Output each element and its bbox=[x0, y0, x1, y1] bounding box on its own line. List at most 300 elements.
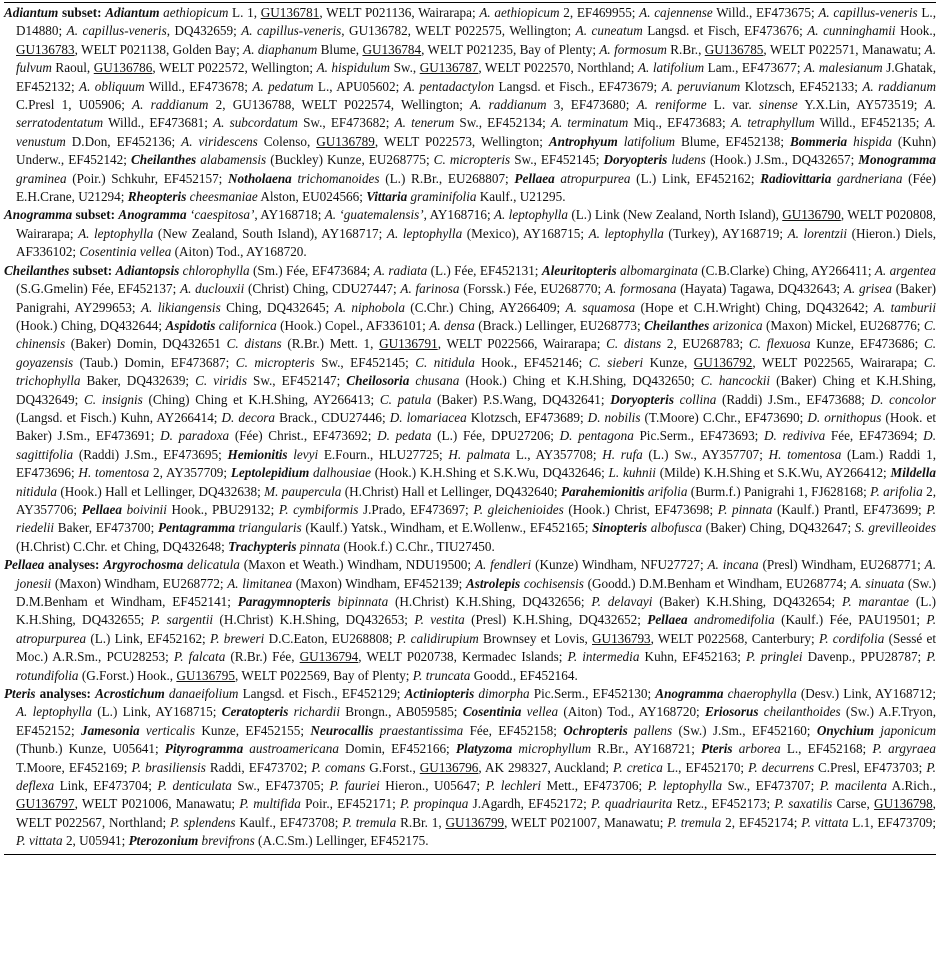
entry-text-run: D. lomariacea bbox=[389, 409, 467, 425]
entry-text-run: (Forssk.) Fée, EU268770; bbox=[459, 281, 605, 297]
entry-text-run: (New Zealand, South Island), AY168717; bbox=[153, 225, 387, 241]
entry-text-run: Ching, DQ432645; bbox=[220, 299, 335, 315]
entry-text-run: A. grisea bbox=[843, 281, 892, 297]
entry-text-run: (Hook.) J.Sm., DQ432657; bbox=[705, 152, 859, 168]
entry-text-run: (C.B.Clarke) Ching, AY266411; bbox=[697, 262, 875, 278]
entry-text-run: P. truncata bbox=[412, 667, 471, 683]
entry-text-run: pinnata bbox=[296, 538, 341, 554]
entry-text-run: P. leptophylla bbox=[647, 778, 723, 794]
entry-text-run: Langsd. et Fisch., EF473679; bbox=[494, 78, 662, 94]
entry-text-run: (Sm.) Fée, EF473684; bbox=[249, 262, 374, 278]
entry-text-run: L. var. bbox=[706, 97, 759, 113]
entry-text-run: (Turkey), AY168719; bbox=[663, 225, 788, 241]
entry-text-run: A. cunninghamii bbox=[807, 23, 896, 39]
entry-text-run: brevifrons bbox=[198, 833, 255, 849]
entry-text-run: Miq., EF473683; bbox=[628, 115, 731, 131]
entry-text-run: (Hook.) K.H.Shing et S.K.Wu, DQ432646; bbox=[370, 465, 609, 481]
entry-text-run: Kunze, EF452155; bbox=[195, 722, 311, 738]
entry-text-run: P. lechleri bbox=[485, 778, 542, 794]
entry-text-run: Leptolepidium bbox=[230, 465, 310, 481]
entry-text-run: (R.Br.) Mett. 1, bbox=[281, 336, 380, 352]
entry-text-run: P. argyraea bbox=[872, 741, 936, 757]
entry-text-run: Anogramma bbox=[655, 686, 724, 702]
entry-text-run: Fée, EF473694; bbox=[825, 428, 924, 444]
entry-text-run: D.Don, EF452136; bbox=[65, 133, 182, 149]
entry-text-run: , WELT P022571, Manawatu; bbox=[763, 41, 925, 57]
entry-text-run: Willd., EF473678; bbox=[144, 78, 253, 94]
entry-text-run: P. marantae bbox=[842, 594, 910, 609]
entry-text-run: boivinii bbox=[121, 501, 167, 517]
entry-text-run: H. tomentosa bbox=[78, 465, 150, 481]
entry-text-run: collina bbox=[673, 391, 717, 407]
entry-text-run: P. cymbiformis bbox=[278, 501, 359, 517]
entry-text-run: chaerophylla bbox=[723, 686, 797, 702]
entry-text-run: P. sargentii bbox=[150, 612, 214, 628]
entry-text-run: arifolia bbox=[644, 483, 688, 499]
entry-text-run: A. jonesii bbox=[16, 557, 937, 591]
entry-text-run: D. paradoxa bbox=[160, 428, 230, 444]
entry-text-run: (Langsd. et Fisch.) Kuhn, AY266414; bbox=[16, 409, 222, 425]
entry-text-run: C. patula bbox=[379, 391, 432, 407]
entry-text-run: dalhousiae bbox=[309, 465, 371, 481]
entry-text-run: Actiniopteris bbox=[404, 686, 475, 702]
entry-text-run: 2, GU136788, WELT P022574, Wellington; bbox=[208, 97, 471, 113]
entry-text-run: Pterozonium bbox=[128, 833, 199, 849]
entry-text-run: Kaulf., EF473708; bbox=[235, 814, 343, 830]
entry-text-run: Pteris bbox=[4, 686, 36, 702]
entry-text-run: P. comans bbox=[311, 759, 366, 775]
entry-text-run: Aspidotis bbox=[165, 317, 216, 333]
entry-text-run: Raoul, bbox=[51, 60, 94, 76]
entry-text-run: C.Presl, EF473703; bbox=[813, 759, 927, 775]
entry-text-run: L., D14880; bbox=[16, 5, 936, 39]
entry-text-run: cheesmaniae bbox=[186, 189, 258, 205]
genbank-accession: GU136798 bbox=[874, 796, 933, 812]
genbank-accession: GU136792 bbox=[693, 354, 753, 370]
entry-text-run: Radiovittaria bbox=[760, 170, 832, 186]
genbank-accession: GU136789 bbox=[316, 133, 375, 149]
entry-text-run: (L.) Link, EF452162; bbox=[86, 630, 210, 646]
entry-text-run: T.Moore, EF452169; bbox=[16, 759, 132, 775]
entry-text-run: Acrostichum bbox=[95, 686, 165, 702]
entry-text-run: Sw., EF452145; bbox=[510, 152, 604, 168]
entry-text-run: Blume, bbox=[317, 41, 363, 57]
entry-text-run: (Kaulf.) Fée, PAU19501; bbox=[774, 612, 927, 628]
entry-text-run: Pellaea bbox=[647, 612, 688, 628]
entry-text-run: (T.Moore) C.Chr., EF473690; bbox=[640, 409, 808, 425]
entry-text-run: P. atropurpurea bbox=[16, 612, 937, 646]
entry-text-run: Alston, EU024566; bbox=[257, 189, 367, 205]
entry-text-run: austroamericana bbox=[243, 741, 339, 757]
entry-text-run: Kunze, bbox=[643, 354, 694, 370]
entry-text-run: Mildella bbox=[890, 465, 936, 481]
entry-text-run: Notholaena bbox=[228, 170, 292, 186]
entry-list bbox=[4, 4, 936, 851]
entry-text-run: (Baker) Domin, DQ432651 bbox=[65, 336, 227, 352]
entry-text-run: Sw., EF452145; bbox=[314, 354, 416, 370]
entry-text-run: (Taub.) Domin, EF473687; bbox=[73, 354, 236, 370]
entry-text-run: andromedifolia bbox=[687, 612, 775, 628]
entry-text-run: A. leptophylla bbox=[16, 704, 92, 720]
entry-text-run: (Presl) K.H.Shing, DQ432652; bbox=[464, 612, 648, 628]
entry-text-run: A. serratodentatum bbox=[16, 97, 937, 131]
entry-text-run: D. concolor bbox=[870, 391, 937, 407]
entry-text-run: aethiopicum bbox=[159, 5, 229, 20]
entry-text-run: dimorpha bbox=[474, 686, 530, 702]
entry-text-run: Carse, bbox=[832, 796, 875, 812]
bottom-rule bbox=[4, 854, 936, 855]
entry-text-run: P. vestita bbox=[414, 612, 465, 628]
entry-text-run: 2, EF469955; bbox=[559, 5, 640, 20]
entry-text-run: (Kunze) Windham, NFU27727; bbox=[531, 557, 708, 573]
entry-text-run: A. leptophylla bbox=[493, 207, 569, 223]
entry-text-run: 2, AY357706; bbox=[16, 483, 936, 517]
entry-text-run: A. argentea bbox=[874, 262, 936, 278]
entry-text-run: P. gleichenioides bbox=[473, 501, 564, 517]
entry-text-run: , WELT P021006, Manawatu; bbox=[74, 796, 240, 812]
entry-text-run: vellea bbox=[521, 704, 559, 720]
entry-text-run: A. reniforme bbox=[636, 97, 707, 113]
entry-text-run: P. tremula bbox=[342, 814, 397, 830]
entry-text-run: A. lorentzii bbox=[787, 225, 848, 241]
entry-text-run: P. cretica bbox=[613, 759, 663, 775]
entry-text-run: (L.) Link, EF452162; bbox=[630, 170, 761, 186]
entry-text-run: J.Agardh, EF452172; bbox=[468, 796, 591, 812]
entry-text-run: D. pentagona bbox=[559, 428, 634, 444]
entry-text-run: Cheilanthes bbox=[644, 317, 710, 333]
genbank-accession: GU136784 bbox=[362, 41, 422, 57]
entry-text-run: C. hancockii bbox=[700, 373, 771, 389]
entry-text-run: C.Presl 1, U05906; bbox=[16, 97, 133, 113]
entry-text-run: Brownsey et Lovis, bbox=[478, 630, 593, 646]
entry-text-run: Pic.Serm., EF473693; bbox=[633, 428, 765, 444]
entry-text-run: (Aiton) Tod., AY168720. bbox=[171, 244, 307, 260]
entry-text-run: , WELT P020808, Wairarapa; bbox=[16, 207, 936, 241]
entry-text-run: Sw., EF452134; bbox=[454, 115, 551, 131]
entry-text-run: , AK 298327, Auckland; bbox=[478, 759, 614, 775]
entry-text-run: pallens bbox=[627, 722, 673, 738]
entry-text-run: Jamesonia bbox=[80, 722, 140, 738]
entry-text-run: Doryopteris bbox=[610, 391, 674, 407]
entry-text-run: graminifolia bbox=[407, 189, 477, 205]
entry-text-run: microphyllum bbox=[512, 741, 592, 757]
entry-text-run: richardii bbox=[288, 704, 340, 720]
entry-text-run: P. deflexa bbox=[16, 759, 936, 794]
entry-text-run: (Hook.) Copel., AF336101; bbox=[276, 317, 430, 333]
entry-text-run: Sw., EF473707; bbox=[722, 778, 820, 794]
genbank-accession: GU136796 bbox=[419, 759, 479, 775]
entry-text-run: (Baker) Ching et K.H.Shing, DQ432649; bbox=[16, 373, 937, 407]
entry-text-run: Adiantum bbox=[105, 5, 160, 20]
entry-text-run: Anogramma bbox=[4, 207, 73, 223]
entry-text-run: 2, EU268783; bbox=[661, 336, 749, 352]
entry-text-run: (Poir.) Schkuhr, EF452157; bbox=[66, 170, 229, 186]
entry-text-run: , WELT P021007, Manawatu; bbox=[504, 814, 668, 830]
entry-text-run: , WELT P022573, Wellington; bbox=[374, 133, 549, 149]
entry-text-run: E.Fourn., HLU27725; bbox=[318, 446, 449, 462]
genbank-accession: GU136785 bbox=[704, 41, 764, 57]
entry-text-run: ludens bbox=[667, 152, 706, 168]
entry-text-run: arizonica bbox=[709, 317, 763, 333]
entry-text-run: japonicum bbox=[873, 722, 936, 738]
entry-text-run: P. brasiliensis bbox=[131, 759, 206, 775]
entry-text-run: , WELT P021235, Bay of Plenty; bbox=[421, 41, 600, 57]
entry-pteris-analyses bbox=[4, 685, 936, 851]
entry-text-run: Antrophyum bbox=[548, 133, 618, 149]
entry-text-run: A. aethiopicum bbox=[479, 5, 560, 20]
entry-text-run: (L.) Link (New Zealand, North Island), bbox=[568, 207, 783, 223]
entry-text-run: Pityrogramma bbox=[164, 741, 244, 757]
entry-text-run: Neurocallis bbox=[310, 722, 374, 738]
entry-text-run: C. flexuosa bbox=[748, 336, 811, 352]
entry-text-run: L.1, EF473709; bbox=[848, 814, 936, 830]
genbank-accession: GU136783 bbox=[16, 41, 75, 57]
entry-text-run: A. limitanea bbox=[227, 575, 293, 591]
entry-text-run: A. raddianum bbox=[132, 97, 209, 113]
entry-text-run: Willd., EF452135; bbox=[814, 115, 925, 131]
entry-text-run: (Baker) K.H.Shing, DQ432654; bbox=[652, 594, 843, 609]
entry-text-run: Doryopteris bbox=[603, 152, 668, 168]
entry-text-run: A. farinosa bbox=[400, 281, 460, 297]
entry-text-run: , WELT P021138, Golden Bay; bbox=[74, 41, 244, 57]
entry-text-run: A. tetraphyllum bbox=[730, 115, 815, 131]
entry-text-run: P. denticulata bbox=[157, 778, 232, 794]
entry-pellaea-analyses bbox=[4, 556, 936, 685]
entry-text-run: Hook., EF452146; bbox=[474, 354, 589, 370]
entry-text-run: Colenso, bbox=[257, 133, 317, 149]
entry-text-run: albofusca bbox=[647, 520, 702, 536]
entry-text-run: graminea bbox=[16, 170, 67, 186]
entry-text-run: Retz., EF452173; bbox=[672, 796, 775, 812]
entry-text-run: hispida bbox=[847, 133, 892, 149]
entry-text-run: A. venustum bbox=[16, 115, 936, 149]
entry-text-run: A. densa bbox=[429, 317, 475, 333]
entry-text-run: P. riedelii bbox=[16, 501, 936, 536]
entry-text-run: C. viridis bbox=[195, 373, 247, 389]
genbank-accession: GU136795 bbox=[176, 667, 235, 683]
entry-text-run: , AY168716; bbox=[423, 207, 494, 223]
entry-text-run: Sw., EF452147; bbox=[246, 373, 347, 389]
genbank-accession: GU136791 bbox=[379, 336, 438, 352]
entry-text-run: A. incana bbox=[707, 557, 759, 573]
entry-text-run: (Maxon) Mickel, EU268776; bbox=[762, 317, 924, 333]
entry-text-run: L., APU05602; bbox=[313, 78, 404, 94]
entry-text-run: (Christ) Ching, CDU27447; bbox=[244, 281, 401, 297]
entry-text-run: P. intermedia bbox=[567, 649, 640, 665]
entry-text-run: ‘caespitosa’ bbox=[186, 207, 255, 223]
entry-text-run: Anogramma bbox=[118, 207, 187, 223]
entry-text-run: (Mexico), AY168715; bbox=[462, 225, 589, 241]
entry-text-run: A. formosum bbox=[599, 41, 667, 57]
entry-text-run: (Baker) P.S.Wang, DQ432641; bbox=[431, 391, 611, 407]
entry-text-run: D.C.Eaton, EU268808; bbox=[264, 630, 397, 646]
entry-text-run: (H.Christ) Hall et Lellinger, DQ432640; bbox=[341, 483, 561, 499]
entry-text-run: (Brack.) Lellinger, EU268773; bbox=[474, 317, 645, 333]
entry-text-run: Goodd., EF452164. bbox=[470, 667, 578, 683]
entry-text-run: Pellaea bbox=[4, 557, 45, 573]
entry-text-run: latifolium bbox=[617, 133, 676, 149]
entry-text-run: P. vittata bbox=[801, 814, 849, 830]
entry-cheilanthes-subset bbox=[4, 262, 936, 557]
entry-text-run: (Burm.f.) Panigrahi 1, FJ628168; bbox=[687, 483, 871, 499]
entry-text-run: P. decurrens bbox=[748, 759, 814, 775]
entry-text-run: atropurpurea bbox=[554, 170, 631, 186]
entry-text-run: (Aiton) Tod., AY168720; bbox=[558, 704, 705, 720]
entry-text-run: A. peruvianum bbox=[661, 78, 741, 94]
entry-text-run: bipinnata bbox=[330, 594, 389, 609]
entry-text-run: Vittaria bbox=[366, 189, 408, 205]
entry-text-run: (H.Christ) C.Chr. et Ching, DQ432648; bbox=[16, 538, 229, 554]
entry-text-run: P. multifida bbox=[239, 796, 301, 812]
entry-text-run: A. leptophylla bbox=[386, 225, 463, 241]
entry-text-run: (Baker) Panigrahi, AY299653; bbox=[16, 281, 936, 315]
entry-text-run: L. 1, bbox=[228, 5, 261, 20]
entry-text-run: C. distans bbox=[226, 336, 282, 352]
entry-text-run: Brack., CDU27446; bbox=[275, 409, 390, 425]
entry-text-run: (Hook.f.) C.Chr., TIU27450. bbox=[340, 538, 495, 554]
entry-text-run: Willd., EF473681; bbox=[103, 115, 214, 131]
entry-text-run: P. breweri bbox=[209, 630, 265, 646]
entry-text-run: P. rotundifolia bbox=[16, 649, 936, 683]
entry-text-run: (L.) Fée, DPU27206; bbox=[431, 428, 560, 444]
entry-text-run: L., AY357708; bbox=[510, 446, 603, 462]
entry-text-run: Hieron., U05647; bbox=[379, 778, 486, 794]
entry-text-run: P. fauriei bbox=[329, 778, 380, 794]
entry-text-run: D. decora bbox=[221, 409, 276, 425]
entry-text-run: Astrolepis bbox=[465, 575, 521, 591]
entry-text-run: (Raddi) J.Sm., EF473695; bbox=[73, 446, 228, 462]
entry-text-run: Y.X.Lin, AY573519; bbox=[797, 97, 925, 113]
entry-text-run: Sw., EF473682; bbox=[297, 115, 395, 131]
entry-text-run: cheilanthoides bbox=[758, 704, 841, 720]
entry-text-run: P. saxatilis bbox=[774, 796, 833, 812]
entry-text-run: Mett., EF473706; bbox=[541, 778, 648, 794]
genbank-accession: GU136799 bbox=[445, 814, 505, 830]
entry-text-run: (Goodd.) D.M.Benham et Windham, EU268774; bbox=[583, 575, 851, 591]
genbank-accession: GU136793 bbox=[592, 630, 651, 646]
entry-text-run: (L.) Link, AY168715; bbox=[91, 704, 222, 720]
entry-text-run: (Sessé et Moc.) A.R.Sm., PCU28253; bbox=[16, 630, 936, 665]
entry-text-run: Argyrochosma bbox=[103, 557, 184, 573]
entry-text-run: P. arifolia bbox=[870, 483, 923, 499]
entry-text-run: Sw., EF473705; bbox=[231, 778, 330, 794]
entry-text-run: H. rufa bbox=[602, 446, 643, 462]
entry-text-run: A. capillus-veneris bbox=[66, 23, 167, 39]
entry-text-run: Eriosorus bbox=[704, 704, 759, 720]
entry-text-run: J.Ghatak, EF452132; bbox=[16, 60, 936, 94]
entry-text-run: (Hope et C.H.Wright) Ching, DQ432642; bbox=[635, 299, 874, 315]
entry-text-run: Klotzsch, EF452133; bbox=[740, 78, 863, 94]
entry-anogramma-subset bbox=[4, 206, 936, 261]
entry-text-run: (H.Christ) K.H.Shing, DQ432656; bbox=[388, 594, 592, 609]
entry-text-run: sinense bbox=[758, 97, 798, 113]
entry-text-run: A. ‘guatemalensis’ bbox=[324, 207, 424, 223]
entry-adiantum-subset bbox=[4, 4, 936, 206]
entry-text-run: (Hook.) Hall et Lellinger, DQ432638; bbox=[57, 483, 265, 499]
entry-text-run: , WELT P022567, Northland; bbox=[16, 796, 936, 830]
entry-text-run: Adiantopsis bbox=[115, 262, 180, 278]
entry-text-run: Lam., EF473677; bbox=[704, 60, 805, 76]
entry-text-run: (Hook.) Christ, EF473698; bbox=[563, 501, 718, 517]
entry-text-run: 2, EF452174; bbox=[721, 814, 802, 830]
entry-text-run: P. quadriaurita bbox=[590, 796, 673, 812]
entry-text-run: A. sinuata bbox=[850, 575, 905, 591]
entry-text-run: triangularis bbox=[234, 520, 302, 536]
entry-text-run: analyses: bbox=[35, 686, 96, 702]
entry-text-run: , WELT P021136, Wairarapa; bbox=[319, 5, 480, 20]
entry-text-run: (Maxon) Windham, EF452139; bbox=[292, 575, 466, 591]
entry-text-run: C. sieberi bbox=[588, 354, 644, 370]
entry-text-run: A. leptophylla bbox=[78, 225, 154, 241]
entry-text-run: Cheilosoria bbox=[346, 373, 410, 389]
entry-text-run: Link, EF473704; bbox=[54, 778, 158, 794]
entry-text-run: albomarginata bbox=[616, 262, 698, 278]
entry-text-run: R.Br., bbox=[666, 41, 705, 57]
entry-text-run: Pellaea bbox=[514, 170, 555, 186]
entry-text-run: P. calidirupium bbox=[396, 630, 479, 646]
entry-text-run: (Lam.) Raddi 1, EF473696; bbox=[16, 446, 937, 481]
entry-text-run: P. splendens bbox=[170, 814, 236, 830]
entry-text-run: A. viridescens bbox=[181, 133, 258, 149]
entry-text-run: Trachypteris bbox=[228, 538, 297, 554]
entry-text-run: Brongn., AB059585; bbox=[339, 704, 463, 720]
entry-text-run: C. goyazensis bbox=[16, 336, 937, 370]
entry-text-run: Onychium bbox=[816, 722, 874, 738]
entry-text-run: 2, U05941; bbox=[62, 833, 129, 849]
entry-text-run: Ceratopteris bbox=[221, 704, 289, 720]
entry-text-run: C. chinensis bbox=[16, 317, 937, 352]
entry-text-run: A. squamosa bbox=[565, 299, 636, 315]
entry-text-run: (C.Chr.) Ching, AY266409; bbox=[404, 299, 566, 315]
entry-text-run: Pentagramma bbox=[158, 520, 235, 536]
entry-text-run: A. formosana bbox=[604, 281, 677, 297]
entry-text-run: D. ornithopus bbox=[807, 409, 882, 425]
entry-text-run: (Raddi) J.Sm., EF473688; bbox=[716, 391, 871, 407]
entry-text-run: Pic.Serm., EF452130; bbox=[529, 686, 656, 702]
entry-text-run: Raddi, EF473702; bbox=[205, 759, 312, 775]
entry-text-run: Blume, EF452138; bbox=[675, 133, 790, 149]
entry-text-run: (S.G.Gmelin) Fée, EF452137; bbox=[16, 281, 181, 297]
entry-text-run: Cosentinia vellea bbox=[79, 244, 172, 260]
entry-text-run: D. nobilis bbox=[587, 409, 641, 425]
entry-text-run: 2, AY357709; bbox=[149, 465, 231, 481]
entry-text-run: Baker, EF473700; bbox=[54, 520, 158, 536]
entry-text-run: A. subcordatum bbox=[213, 115, 298, 131]
entry-text-run: (Kaulf.) Prantl, EF473699; bbox=[772, 501, 927, 517]
entry-text-run: A. raddianum bbox=[862, 78, 936, 94]
entry-text-run: chusana bbox=[409, 373, 460, 389]
genbank-accession: GU136797 bbox=[16, 796, 75, 812]
entry-text-run: A. capillus-veneris bbox=[241, 23, 342, 39]
entry-text-run: Willd., EF473675; bbox=[712, 5, 819, 20]
entry-text-run: P. delavayi bbox=[591, 594, 653, 609]
entry-text-run: (Presl) Windham, EU268771; bbox=[758, 557, 925, 573]
top-rule bbox=[4, 2, 936, 3]
entry-text-run: (Hook.) Ching, DQ432644; bbox=[16, 317, 166, 333]
entry-text-run: (H.Christ) K.H.Shing, DQ432653; bbox=[213, 612, 415, 628]
entry-text-run: Poir., EF452171; bbox=[300, 796, 401, 812]
entry-text-run: (G.Forst.) Hook., bbox=[78, 667, 177, 683]
entry-text-run: arborea bbox=[732, 741, 781, 757]
entry-text-run: A. cajennense bbox=[639, 5, 713, 20]
entry-text-run: Langsd. et Fisch., EF452129; bbox=[238, 686, 405, 702]
entry-text-run: Domin, EF452166; bbox=[338, 741, 456, 757]
entry-text-run: , WELT P022569, Bay of Plenty; bbox=[234, 667, 413, 683]
entry-text-run: L., EF452168; bbox=[780, 741, 873, 757]
entry-text-run: H. palmata bbox=[448, 446, 511, 462]
entry-text-run: subset: bbox=[72, 207, 119, 223]
entry-text-run: verticalis bbox=[139, 722, 196, 738]
